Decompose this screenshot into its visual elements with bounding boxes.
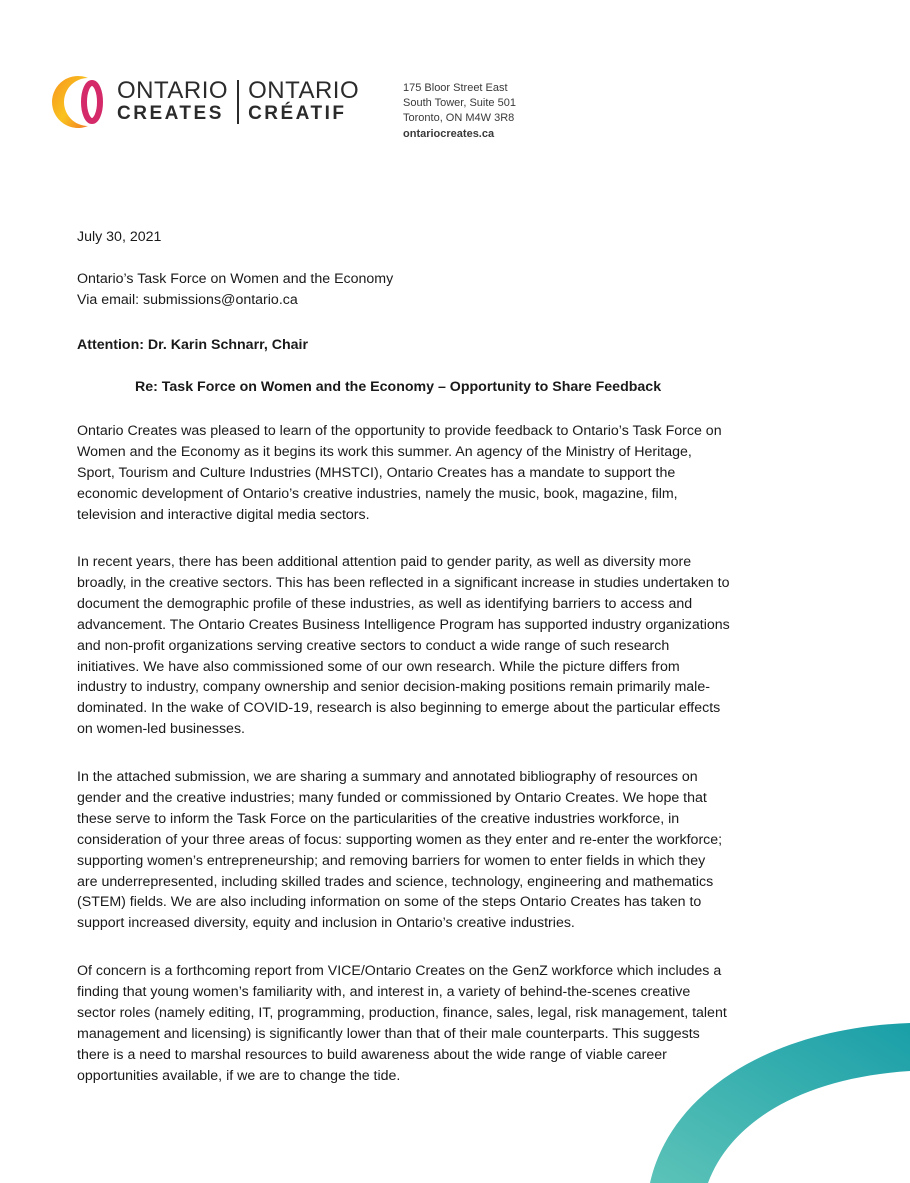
paragraph-line: management and licensing) is significantly lower than that of their male counterparts. This suggests	[77, 1025, 700, 1042]
subject-line: Re: Task Force on Women and the Economy – Opportunity to Share Feedback	[135, 379, 662, 395]
body-paragraph	[77, 421, 829, 526]
paragraph-line: and non-profit organizations serving creative sectors to conduct a wide range of such research	[77, 637, 670, 654]
brand-divider	[237, 80, 239, 124]
decorative-arc-icon	[650, 1003, 910, 1183]
paragraph-line: Women and the Economy as it begins its work this summer. An agency of the Ministry of Heritage,	[77, 443, 692, 460]
paragraph-line: advancement. The Ontario Creates Business Intelligence Program has supported industry organizations	[77, 616, 730, 633]
body-paragraph	[77, 767, 829, 934]
paragraph-line: Of concern is a forthcoming report from VICE/Ontario Creates on the GenZ workforce which includes a	[77, 963, 722, 979]
address-line: 175 Bloor Street East	[403, 82, 508, 94]
brand-fr-top: ONTARIO	[248, 77, 360, 104]
address-block	[403, 81, 516, 142]
paragraph-line: Sport, Tourism and Culture Industries (MHSTCI), Ontario Creates has a mandate to support the	[77, 464, 676, 481]
paragraph-line: supporting women’s entrepreneurship; and removing barriers for women to enter fields in which they	[77, 852, 706, 869]
address-line: Toronto, ON M4W 3R8	[403, 112, 515, 125]
paragraph-line: document the demographic profile of these industries, as well as identifying barriers to access and	[77, 595, 693, 612]
paragraph-line: on women-led businesses.	[77, 721, 245, 738]
paragraph-line: these serve to inform the Task Force on the particularities of the creative industries workforce, in	[77, 810, 680, 827]
via-email-line: Via email: submissions@ontario.ca	[77, 292, 298, 308]
brand-en-top: ONTARIO	[117, 77, 229, 104]
paragraph-line: broadly, in the creative sectors. This has been reflected in a significant increase in studies undertaken to	[77, 574, 730, 591]
paragraph-line: (STEM) fields. We are also including information on some of the steps Ontario Creates has taken to	[77, 894, 702, 911]
brand-wordmark	[117, 77, 360, 124]
website-link[interactable]: ontariocreates.ca	[403, 127, 495, 140]
paragraph-line: finding that young women’s familiarity with, and interest in, a variety of behind-the-scenes creative	[77, 983, 691, 1000]
paragraph-line: dominated. In the wake of COVID-19, research is also beginning to emerge about the particular effects	[77, 700, 721, 717]
paragraph-line: economic development of Ontario’s creative industries, namely the music, book, magazine, film,	[77, 485, 678, 502]
paragraph-line: In the attached submission, we are sharing a summary and annotated bibliography of resources on	[77, 769, 698, 785]
letter-date: July 30, 2021	[77, 229, 162, 245]
paragraph-line: consideration of your three areas of focus: supporting women as they enter and re-enter the workforce;	[77, 831, 723, 848]
paragraph-line: gender and the creative industries; many funded or commissioned by Ontario Creates. We hope that	[77, 789, 707, 806]
paragraph-line: initiatives. We have also commissioned some of our own research. While the picture differs from	[77, 658, 680, 675]
brand-en-bottom: CREATES	[117, 103, 224, 124]
body-paragraph	[77, 552, 829, 740]
paragraph-line: industry to industry, company ownership and senior decision-making positions remain primarily male-	[77, 679, 710, 696]
paragraph-line: In recent years, there has been additional attention paid to gender parity, as well as diversity more	[77, 554, 692, 570]
paragraph-line: television and interactive digital media sectors.	[77, 506, 370, 523]
paragraph-line: Ontario Creates was pleased to learn of the opportunity to provide feedback to Ontario’s Task Force on	[77, 423, 722, 439]
address-line: South Tower, Suite 501	[403, 97, 516, 110]
paragraph-line: support increased diversity, equity and inclusion in Ontario’s creative industries.	[77, 915, 575, 932]
attention-line: Attention: Dr. Karin Schnarr, Chair	[77, 337, 308, 353]
recipient-line: Ontario’s Task Force on Women and the Economy	[77, 271, 394, 287]
brand-fr-bottom: CRÉATIF	[248, 103, 347, 124]
ontario-creates-logo-icon	[48, 70, 108, 134]
paragraph-line: there is a need to marshal resources to build awareness about the wide range of viable career	[77, 1046, 667, 1063]
paragraph-line: opportunities available, if we are to change the tide.	[77, 1067, 401, 1084]
paragraph-line: sector roles (namely editing, IT, programming, production, finance, sales, legal, risk management, talent	[77, 1004, 727, 1021]
paragraph-line: are underrepresented, including skilled trades and science, technology, engineering and mathematics	[77, 873, 714, 890]
